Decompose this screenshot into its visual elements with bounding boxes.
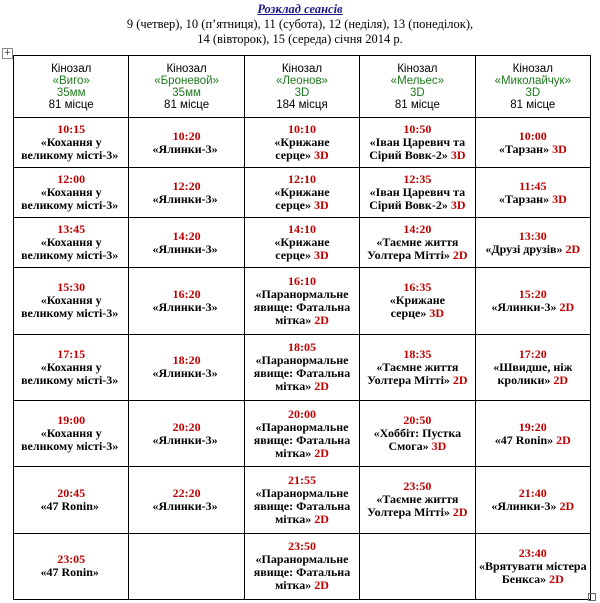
session-cell bbox=[360, 268, 475, 334]
session-time: 12:35 bbox=[403, 172, 432, 187]
session-cell bbox=[244, 467, 359, 533]
session-time: 19:20 bbox=[518, 419, 547, 434]
session-time: 18:35 bbox=[403, 346, 432, 361]
format-badge: 2D bbox=[565, 241, 581, 256]
session-cell bbox=[129, 334, 244, 400]
session-row bbox=[14, 334, 591, 400]
film-title: «Паранормальне явище: Фатальна мітка» bbox=[253, 485, 351, 526]
film-title: «Кохання у великому місті-3» bbox=[21, 135, 119, 163]
hall-name: «Мельес» bbox=[390, 74, 445, 87]
format-badge: 2D bbox=[314, 312, 329, 327]
hall-format: 3D bbox=[525, 86, 541, 99]
session-time: 23:50 bbox=[287, 539, 316, 554]
session-row bbox=[14, 218, 591, 268]
session-cell bbox=[14, 334, 129, 400]
session-cell bbox=[360, 118, 475, 168]
film-title: «Тарзан» bbox=[498, 191, 550, 206]
hall-format: 3D bbox=[410, 86, 425, 99]
session-row bbox=[14, 168, 591, 218]
session-time: 17:20 bbox=[518, 346, 547, 361]
session-cell bbox=[244, 168, 359, 218]
film-title: «Ялинки-3» bbox=[152, 241, 218, 256]
film-title: «Кохання у великому місті-3» bbox=[21, 426, 119, 454]
session-time: 14:20 bbox=[403, 222, 432, 237]
format-badge: 3D bbox=[450, 148, 466, 163]
session-cell bbox=[244, 400, 359, 466]
hall-label: Кінозал bbox=[512, 62, 553, 75]
hall-name: «Миколайчук» bbox=[494, 74, 571, 87]
session-time: 13:45 bbox=[57, 222, 86, 237]
hall-header-3 bbox=[360, 56, 475, 118]
film-title: «Крижане серце» bbox=[274, 135, 330, 163]
session-time: 19:00 bbox=[57, 413, 86, 428]
hall-label: Кінозал bbox=[397, 62, 438, 75]
session-time: 15:30 bbox=[57, 280, 86, 295]
film-title: «Ялинки-3» bbox=[152, 498, 218, 513]
session-cell bbox=[129, 467, 244, 533]
format-badge: 3D bbox=[431, 439, 447, 454]
session-time: 23:40 bbox=[518, 545, 547, 560]
film-title: «Ялинки-3» bbox=[491, 299, 557, 314]
format-badge: 2D bbox=[314, 445, 329, 460]
session-cell bbox=[475, 218, 590, 268]
session-cell bbox=[129, 168, 244, 218]
hall-seats: 81 місце bbox=[48, 98, 94, 111]
film-title: «Ялинки-3» bbox=[152, 432, 218, 447]
hall-name: «Виго» bbox=[52, 74, 90, 87]
session-time: 23:50 bbox=[403, 479, 432, 494]
session-cell bbox=[244, 268, 359, 334]
film-title: «Паранормальне явище: Фатальна мітка» bbox=[253, 353, 351, 394]
format-badge: 3D bbox=[552, 191, 567, 206]
schedule-table bbox=[13, 55, 591, 600]
format-badge: 2D bbox=[314, 578, 329, 593]
film-title: «Кохання у великому місті-3» bbox=[21, 185, 119, 213]
hall-format: 3D bbox=[294, 86, 310, 99]
film-title: «Кохання у великому місті-3» bbox=[21, 235, 119, 263]
format-badge: 2D bbox=[559, 498, 575, 513]
session-cell bbox=[14, 118, 129, 168]
hall-label: Кінозал bbox=[51, 62, 92, 75]
session-cell bbox=[475, 400, 590, 466]
session-cell bbox=[475, 533, 590, 599]
film-title: «47 Ronin» bbox=[40, 498, 99, 513]
hall-seats: 81 місце bbox=[394, 98, 440, 111]
session-time: 11:45 bbox=[519, 178, 547, 193]
session-row bbox=[14, 533, 591, 599]
format-badge: 2D bbox=[553, 372, 569, 387]
session-cell bbox=[14, 218, 129, 268]
format-badge: 2D bbox=[556, 432, 571, 447]
film-title: «Паранормальне явище: Фатальна мітка» bbox=[253, 419, 351, 460]
film-title: «Кохання у великому місті-3» bbox=[21, 293, 119, 321]
session-time: 17:15 bbox=[57, 346, 86, 361]
move-handle-icon[interactable]: + bbox=[3, 48, 12, 58]
session-time: 22:20 bbox=[172, 485, 201, 500]
film-title: «Таємне життя Уолтера Мітті» bbox=[367, 235, 459, 263]
session-cell bbox=[360, 467, 475, 533]
session-time: 21:55 bbox=[287, 472, 316, 487]
session-time: 12:00 bbox=[57, 172, 86, 187]
session-row bbox=[14, 268, 591, 334]
session-cell bbox=[475, 268, 590, 334]
film-title: «Кохання у великому місті-3» bbox=[21, 359, 119, 387]
session-cell bbox=[129, 268, 244, 334]
film-title: «Врятувати містера Бенкса» bbox=[478, 558, 587, 586]
session-cell bbox=[244, 334, 359, 400]
session-cell bbox=[475, 168, 590, 218]
session-cell bbox=[360, 218, 475, 268]
format-badge: 2D bbox=[452, 505, 468, 520]
format-badge: 2D bbox=[559, 299, 575, 314]
session-time: 20:45 bbox=[57, 485, 86, 500]
session-time: 20:00 bbox=[287, 406, 316, 421]
session-time: 10:10 bbox=[287, 122, 316, 137]
session-cell bbox=[475, 467, 590, 533]
film-title: «Ялинки-3» bbox=[152, 299, 218, 314]
session-time: 20:20 bbox=[172, 419, 201, 434]
session-cell bbox=[360, 400, 475, 466]
session-cell bbox=[475, 334, 590, 400]
format-badge: 3D bbox=[450, 198, 466, 213]
session-cell bbox=[129, 400, 244, 466]
session-time: 10:20 bbox=[172, 128, 201, 143]
session-time: 14:10 bbox=[287, 222, 316, 237]
hall-format: 35мм bbox=[56, 86, 86, 99]
format-badge: 2D bbox=[452, 372, 468, 387]
session-cell bbox=[129, 533, 244, 599]
film-title: «Ялинки-3» bbox=[152, 366, 218, 381]
hall-seats: 184 місця bbox=[276, 98, 328, 111]
film-title: «Швидше, ніж кролики» bbox=[493, 359, 573, 387]
film-title: «Паранормальне явище: Фатальна мітка» bbox=[253, 552, 351, 593]
page-title: Розклад сеансів bbox=[257, 2, 343, 16]
session-row bbox=[14, 467, 591, 533]
hall-header-2 bbox=[244, 56, 359, 118]
hall-label: Кінозал bbox=[281, 62, 323, 75]
film-title: «47 Ronin» bbox=[494, 432, 554, 447]
hall-header-1 bbox=[129, 56, 244, 118]
session-row bbox=[14, 400, 591, 466]
film-title: «Друзі друзів» bbox=[485, 241, 563, 256]
film-title: «Іван Царевич та Сірий Вовк-2» bbox=[369, 135, 466, 163]
session-time: 18:05 bbox=[287, 340, 316, 355]
session-cell bbox=[360, 168, 475, 218]
dates-line-2: 14 (вівторок), 15 (середа) січня 2014 р. bbox=[197, 32, 403, 46]
session-time: 10:50 bbox=[403, 122, 432, 137]
session-cell bbox=[129, 218, 244, 268]
format-badge: 3D bbox=[314, 198, 329, 213]
film-title: «Іван Царевич та Сірий Вовк-2» bbox=[369, 185, 466, 213]
hall-label: Кінозал bbox=[166, 62, 207, 75]
session-time: 12:20 bbox=[172, 178, 201, 193]
session-cell bbox=[129, 118, 244, 168]
hall-name: «Леонов» bbox=[275, 74, 328, 87]
hall-seats: 81 місце bbox=[164, 98, 210, 111]
resize-handle-icon[interactable] bbox=[588, 593, 596, 601]
session-cell bbox=[14, 168, 129, 218]
session-cell bbox=[244, 118, 359, 168]
session-time: 18:20 bbox=[172, 353, 201, 368]
format-badge: 3D bbox=[552, 141, 567, 156]
format-badge: 3D bbox=[314, 148, 329, 163]
film-title: «Таємне життя Уолтера Мітті» bbox=[367, 492, 459, 520]
page-header bbox=[0, 2, 600, 47]
session-cell bbox=[475, 118, 590, 168]
hall-format: 35мм bbox=[172, 86, 201, 99]
film-title: «Крижане серце» bbox=[389, 293, 445, 321]
film-title: «Крижане серце» bbox=[274, 185, 330, 213]
session-cell bbox=[14, 467, 129, 533]
session-time: 14:20 bbox=[172, 228, 201, 243]
film-title: «Паранормальне явище: Фатальна мітка» bbox=[253, 286, 351, 327]
dates-line-1: 9 (четвер), 10 (п’ятниця), 11 (субота), 12 (неділя), 13 (понеділок), bbox=[126, 17, 474, 31]
session-cell bbox=[14, 400, 129, 466]
format-badge: 3D bbox=[429, 306, 445, 321]
format-badge: 2D bbox=[314, 379, 329, 394]
format-badge: 2D bbox=[314, 511, 329, 526]
format-badge: 3D bbox=[314, 248, 329, 263]
session-cell bbox=[14, 268, 129, 334]
film-title: «Тарзан» bbox=[498, 141, 550, 156]
hall-header-4 bbox=[475, 56, 590, 118]
film-title: «Ялинки-3» bbox=[152, 191, 218, 206]
format-badge: 2D bbox=[549, 571, 564, 586]
film-title: «Ялинки-3» bbox=[152, 141, 218, 156]
session-time: 10:00 bbox=[518, 128, 547, 143]
session-time: 16:35 bbox=[403, 280, 432, 295]
session-cell bbox=[244, 533, 359, 599]
session-time: 16:20 bbox=[172, 286, 201, 301]
session-time: 23:05 bbox=[57, 552, 86, 567]
session-cell bbox=[244, 218, 359, 268]
film-title: «Хоббіт: Пустка Смога» bbox=[373, 426, 462, 454]
session-time: 21:40 bbox=[518, 485, 547, 500]
session-time: 12:10 bbox=[287, 172, 316, 187]
film-title: «Таємне життя Уолтера Мітті» bbox=[367, 359, 459, 387]
session-time: 10:15 bbox=[57, 122, 86, 137]
film-title: «47 Ronin» bbox=[40, 565, 99, 580]
hall-seats: 81 місце bbox=[510, 98, 556, 111]
session-cell bbox=[14, 533, 129, 599]
film-title: «Ялинки-3» bbox=[491, 498, 557, 513]
session-cell bbox=[360, 533, 475, 599]
session-cell bbox=[360, 334, 475, 400]
session-time: 16:10 bbox=[287, 273, 316, 288]
film-title: «Крижане серце» bbox=[274, 235, 330, 263]
hall-header-row bbox=[14, 56, 591, 118]
session-time: 15:20 bbox=[518, 286, 547, 301]
format-badge: 2D bbox=[452, 248, 468, 263]
schedule-body bbox=[14, 118, 591, 600]
hall-header-0 bbox=[14, 56, 129, 118]
session-row bbox=[14, 118, 591, 168]
hall-name: «Броневой» bbox=[154, 74, 219, 87]
session-time: 20:50 bbox=[403, 413, 432, 428]
session-time: 13:30 bbox=[518, 228, 547, 243]
